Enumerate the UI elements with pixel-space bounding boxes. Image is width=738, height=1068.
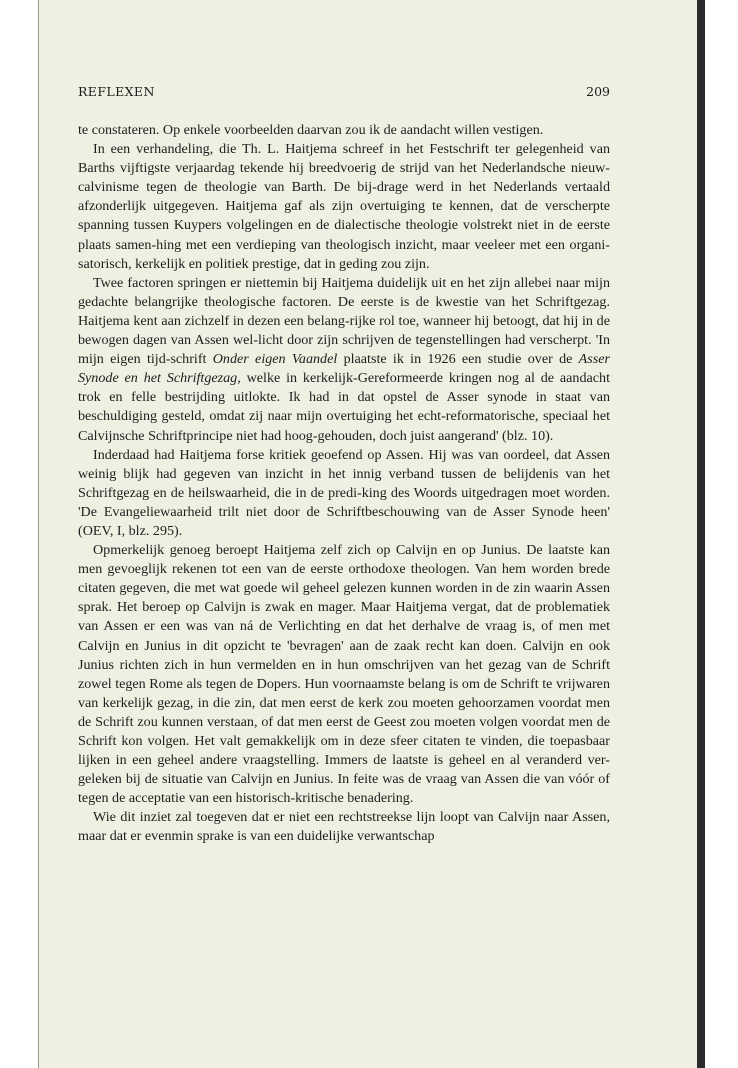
text-run: Opmerkelijk genoeg beroept Haitjema zelf zich op Calvijn en op Junius. De laatste kan men gevoeglijk rekenen tot een van de eerste orthodoxe theologen. Van hem worden brede citaten gegeven, die met wat goede wil geheel gelezen kunnen worden in de zin waarin Assen sprak. Het beroep op Calvijn is zwak en mager. Maar Haitjema vergat, dat de problematiek van Assen er een was van ná de Verlichting en dat het derhalve de vraag is, of men met Calvijn en Junius in dit opzicht te 'bevragen' aan de zaak recht kan doen. Calvijn en ook Junius richten zich in hun vermelden en in hun omschrijven van het gezag van de Schrift zowel tegen Rome als tegen de Dopers. Hun voornaamste belang is om de Schrift te vrijwaren van kerkelijk gezag, in die zin, dat men eerst de kerk zou moeten gehoorzamen voordat men de Schrift zou kunnen verstaan, of dat men eerst de Geest zou moeten volgen voordat men de Schrift kon volgen. Het valt gemakkelijk om in deze sfeer citaten te vinden, die toepasbaar lijken in een geheel andere vraagstelling. Immers de laatste is geheel en al veranderd ver-geleken bij de situatie van Calvijn en Junius. In feite was de vraag van Assen die van vóór of tegen de acceptatie van een historisch-kritische benadering. (78, 542, 610, 807)
paragraph (78, 121, 610, 140)
scan-edge-shadow (697, 0, 705, 1068)
page-number: 209 (586, 84, 610, 99)
text-run: plaatste ik in 1926 een studie over de (337, 351, 579, 368)
text-run: te constateren. Op enkele voorbeelden daarvan zou ik de aandacht willen vestigen. (78, 122, 544, 138)
paragraph (78, 808, 610, 846)
paragraph (78, 274, 610, 446)
running-title: REFLEXEN (78, 84, 155, 99)
text-run: Twee factoren springen er niettemin bij Haitjema duidelijk uit en het zijn allebei naar mijn gedachte belangrijke theologische factoren. De eerste is de kwestie van het Schriftgezag. Haitjema kent aan zichzelf in dezen een belang-rijke rol toe, wanneer hij betoogt, dat hij in de bewogen dagen van Assen wel-licht door zijn schrijven de tegenstellingen had verscherpt. 'In mijn eigen tijd-schrift (78, 274, 610, 368)
italic-title: Onder eigen Vaandel (212, 351, 338, 368)
text-run: Wie dit inziet zal toegeven dat er niet een rechtstreekse lijn loopt van Calvijn naar Assen, maar dat er evenmin sprake is van een duidelijke verwantschap (78, 809, 610, 845)
paragraph (78, 140, 610, 274)
body-text (78, 121, 610, 847)
italic-title: Asser Synode en het Schriftgezag, (78, 351, 610, 387)
paragraph (78, 541, 610, 808)
text-run: In een verhandeling, die Th. L. Haitjema schreef in het Festschrift ter gelegenheid van Barths vijftigste verjaardag tekende hij breedvoerig de strijd van het Nederlandsche nieuw-calvinisme tegen de theologie van Barth. De bij-drage werd in het Nederlands vertaald afzonderlijk uitgegeven. Haitjema gaf als zijn overtuiging te kennen, dat de verscherpte spanning tussen Kuypers volgelingen en de dialectische theologie volstrekt niet in de eerste plaats samen-hing met een verdieping van theologisch inzicht, maar veeleer met een organi-satorisch, kerkelijk en politiek prestige, dat in geding zou zijn. (78, 141, 610, 272)
text-run: Inderdaad had Haitjema forse kritiek geoefend op Assen. Hij was van oordeel, dat Assen weinig blijk had gegeven van inzicht in het innig verband tussen de belijdenis van het Schriftgezag en de heilswaarheid, die in de predi-king des Woords uitgedragen moet worden. 'De Evangeliewaarheid trilt niet door de Schriftbeschouwing van de Asser Synode heen' (OEV, I, blz. 295). (78, 446, 610, 539)
text-run: welke in kerkelijk-Gereformeerde kringen nog al de aandacht trok en felle bestrijding uitlokte. Ik had in dat opstel de Asser synode in staat van beschuldiging gesteld, omdat zij naar mijn overtuiging het echt-reformatorische, speciaal het Calvijnsche Schriftprincipe niet had hoog-gehouden, doch juist aangerand' (blz. 10). (78, 370, 610, 444)
paragraph (78, 446, 610, 541)
